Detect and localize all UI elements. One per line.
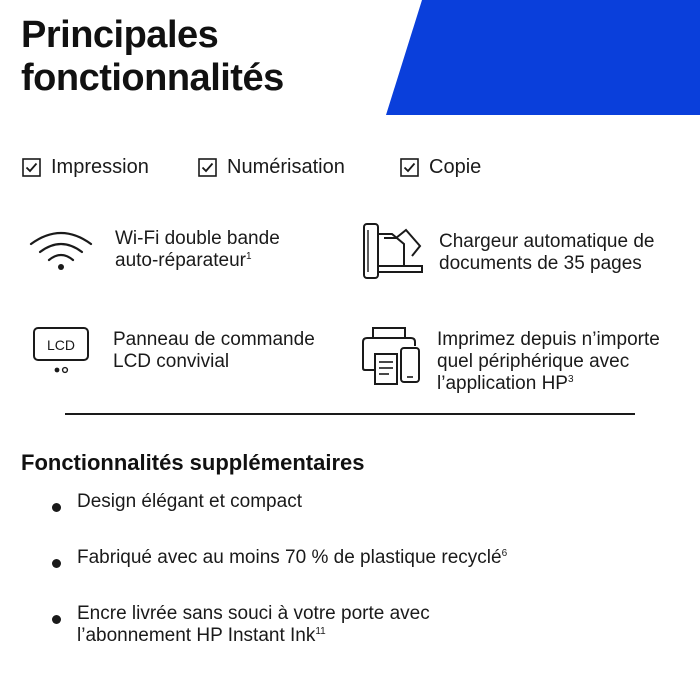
extras-title: Fonctionnalités supplémentaires [21,450,365,475]
checkbox-checked-icon [198,158,217,177]
printer-phone-icon [361,326,423,386]
bullet-dot [52,503,61,512]
page-title-line-2: fonctionnalités [21,57,284,99]
list-item-text-line-1: Encre livrée sans souci à votre porte avec [77,603,430,624]
feature-wifi-line-2: auto-réparateur$^1$ [115,250,252,271]
list-item-text: Fabriqué avec au moins 70 % de plastique recyclé$^6$ [77,547,508,568]
lcd-icon-text: LCD [46,337,76,353]
check-item-impression [22,156,149,179]
list-item-text-line-2: l’abonnement HP Instant Ink$^{11}$ [77,625,326,646]
lcd-panel-icon [32,326,90,376]
bullet-dot [52,559,61,568]
feature-mobile-line-1: Imprimez depuis n’importe [437,329,660,350]
check-label: Copie [429,156,482,178]
feature-mobile-line-3: l’application $HP^3$ [437,373,574,394]
feature-lcd-line-1: Panneau de commande [113,329,315,350]
list-item-text: Design élégant et compact [77,491,302,512]
feature-wifi-line-1: Wi-Fi double bande [115,228,280,249]
document-feeder-icon [362,222,424,280]
section-divider [65,413,635,415]
feature-adf-line-1: Chargeur automatique de [439,231,655,252]
page-title-line-1: Principales [21,14,219,56]
feature-mobile-line-2: quel périphérique avec [437,351,630,372]
wifi-icon [28,230,94,272]
bullet-dot [52,615,61,624]
feature-adf-line-2: documents de 35 pages [439,253,642,274]
function-checklist [0,156,700,186]
check-item-copie [400,156,481,179]
checkbox-checked-icon [22,158,41,177]
checkbox-checked-icon [400,158,419,177]
check-item-numerisation [198,156,345,179]
check-label: Impression [51,156,149,178]
check-label: Numérisation [227,156,345,178]
page-title [21,14,284,100]
feature-lcd-line-2: LCD convivial [113,351,230,372]
